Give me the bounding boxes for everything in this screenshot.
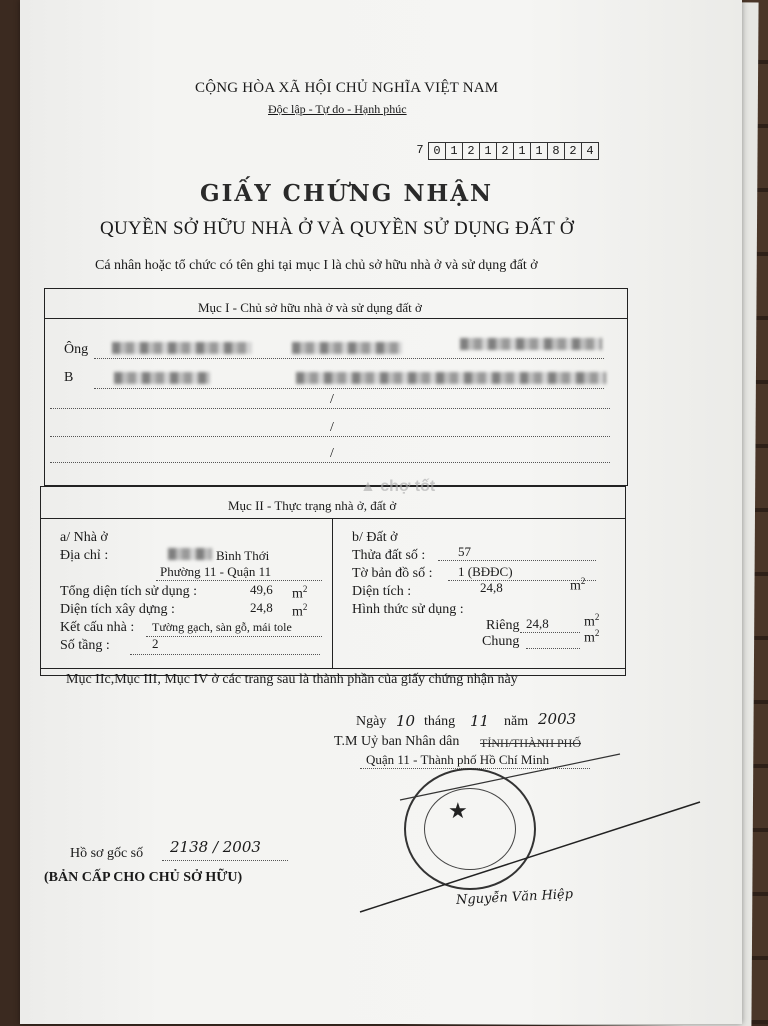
area-unit: $m^2$ (292, 584, 308, 602)
redacted-address (296, 372, 606, 384)
serial-number (412, 142, 599, 160)
district: Quận 11 - Thành phố Hồ Chí Minh (366, 752, 550, 767)
shared-label: Chung (482, 634, 520, 649)
section2-column-divider (332, 518, 333, 668)
plot-value: 57 (458, 544, 471, 559)
date-month-label: tháng (424, 714, 456, 729)
built-area-label: Diện tích xây dựng : (60, 602, 175, 617)
slash-mark: / (330, 446, 334, 461)
redacted-owner-info (292, 342, 402, 354)
dotted-line (50, 436, 610, 437)
dotted-line (50, 462, 610, 463)
dotted-line (438, 560, 596, 561)
certificate-page (20, 0, 742, 1024)
private-label: Riêng (486, 618, 520, 633)
dotted-line (94, 388, 604, 389)
authority: T.M Uỷ ban Nhân dân (334, 734, 460, 749)
dotted-line (520, 632, 580, 633)
dotted-line (130, 654, 320, 655)
usage-label: Hình thức sử dụng : (352, 602, 464, 617)
area-unit: $m^2$ (584, 612, 600, 630)
date-year-label: năm (504, 714, 529, 729)
area-unit: $m^2$ (584, 628, 600, 646)
redacted-owner-id (460, 338, 602, 350)
private-value: 24,8 (526, 616, 549, 631)
area-unit: $m^2$ (292, 602, 308, 620)
floors-value: 2 (152, 636, 159, 651)
built-area-value: 24,8 (250, 600, 273, 615)
land-area-label: Diện tích : (352, 584, 412, 599)
date-year: 2003 (538, 710, 577, 728)
serial-digit: 2 (565, 142, 582, 160)
record-label: Hồ sơ gốc số (70, 846, 144, 861)
serial-digit: 7 (416, 143, 424, 157)
authority-struck: TỈNH/THÀNH PHỐ (480, 736, 581, 750)
dotted-line (50, 408, 610, 409)
floor-area-value: 49,6 (250, 582, 273, 597)
motto: Độc lập - Tự do - Hạnh phúc (268, 102, 407, 116)
serial-digit: 4 (582, 142, 599, 160)
house-heading: a/ Nhà ở (60, 530, 108, 545)
redacted-house-number (168, 548, 212, 560)
section1-heading: Mục I - Chủ sở hữu nhà ở và sử dụng đất ở (198, 300, 422, 315)
serial-digit: 1 (514, 142, 531, 160)
area-unit: $m^2$ (570, 576, 586, 594)
slash-mark: / (330, 392, 334, 407)
floor-area-label: Tổng diện tích sử dụng : (60, 584, 198, 599)
dotted-line (162, 860, 288, 861)
structure-value: Tường gạch, sàn gỗ, mái tole (152, 620, 292, 634)
watermark: ▲ chợ tốt (360, 478, 436, 495)
intro-text: Cá nhân hoặc tổ chức có tên ghi tại mục I là chủ sở hữu nhà ở và sử dụng đất ở (95, 258, 538, 273)
redacted-owner-name (112, 342, 252, 354)
footer-note: Mục IIc,Mục III, Mục IV ở các trang sau là thành phần của giấy chứng nhận này (66, 672, 518, 687)
dotted-line (526, 648, 580, 649)
floors-label: Số tầng : (60, 638, 110, 653)
land-heading: b/ Đất ở (352, 530, 398, 545)
section2-heading: Mục II - Thực trạng nhà ở, đất ở (228, 498, 397, 513)
redacted-line2 (114, 372, 210, 384)
nation-heading: CỘNG HÒA XÃ HỘI CHỦ NGHĨA VIỆT NAM (195, 80, 499, 96)
structure-label: Kết cấu nhà : (60, 620, 135, 635)
date-day: 10 (396, 712, 416, 730)
serial-digit: 1 (446, 142, 463, 160)
dotted-line (156, 580, 322, 581)
serial-digit: 2 (463, 142, 480, 160)
line2-prefix: B (64, 370, 74, 385)
plot-label: Thửa đất số : (352, 548, 426, 563)
date-month: 11 (470, 712, 490, 730)
date-day-label: Ngày (356, 714, 387, 729)
section2-bottom-divider (40, 668, 626, 669)
address-ward: Phường 11 - Quận 11 (160, 564, 272, 579)
slash-mark: / (330, 420, 334, 435)
address-label: Địa chỉ : (60, 548, 109, 563)
serial-digit: 1 (531, 142, 548, 160)
section1-divider (44, 318, 628, 319)
dotted-line (94, 358, 604, 359)
serial-digit: 2 (497, 142, 514, 160)
star-icon: ★ (448, 798, 468, 823)
copy-note: (BẢN CẤP CHO CHỦ SỞ HỮU) (44, 870, 243, 885)
land-area-value: 24,8 (480, 580, 503, 595)
map-value: 1 (BĐĐC) (458, 564, 513, 579)
certificate-title: GIẤY CHỨNG NHẬN (200, 180, 494, 207)
record-number: 2138 / 2003 (170, 838, 261, 856)
map-label: Tờ bản đồ số : (352, 566, 433, 581)
section2-divider (40, 518, 626, 519)
serial-digit: 1 (480, 142, 497, 160)
certificate-subtitle: QUYỀN SỞ HỮU NHÀ Ở VÀ QUYỀN SỬ DỤNG ĐẤT Ở (100, 218, 574, 239)
signature: Nguyễn Văn Hiệp (455, 886, 574, 909)
owner-prefix: Ông (64, 342, 89, 357)
address-street: Bình Thới (216, 548, 270, 563)
serial-digit: 8 (548, 142, 565, 160)
dotted-line (146, 636, 322, 637)
serial-digit: 0 (428, 142, 446, 160)
